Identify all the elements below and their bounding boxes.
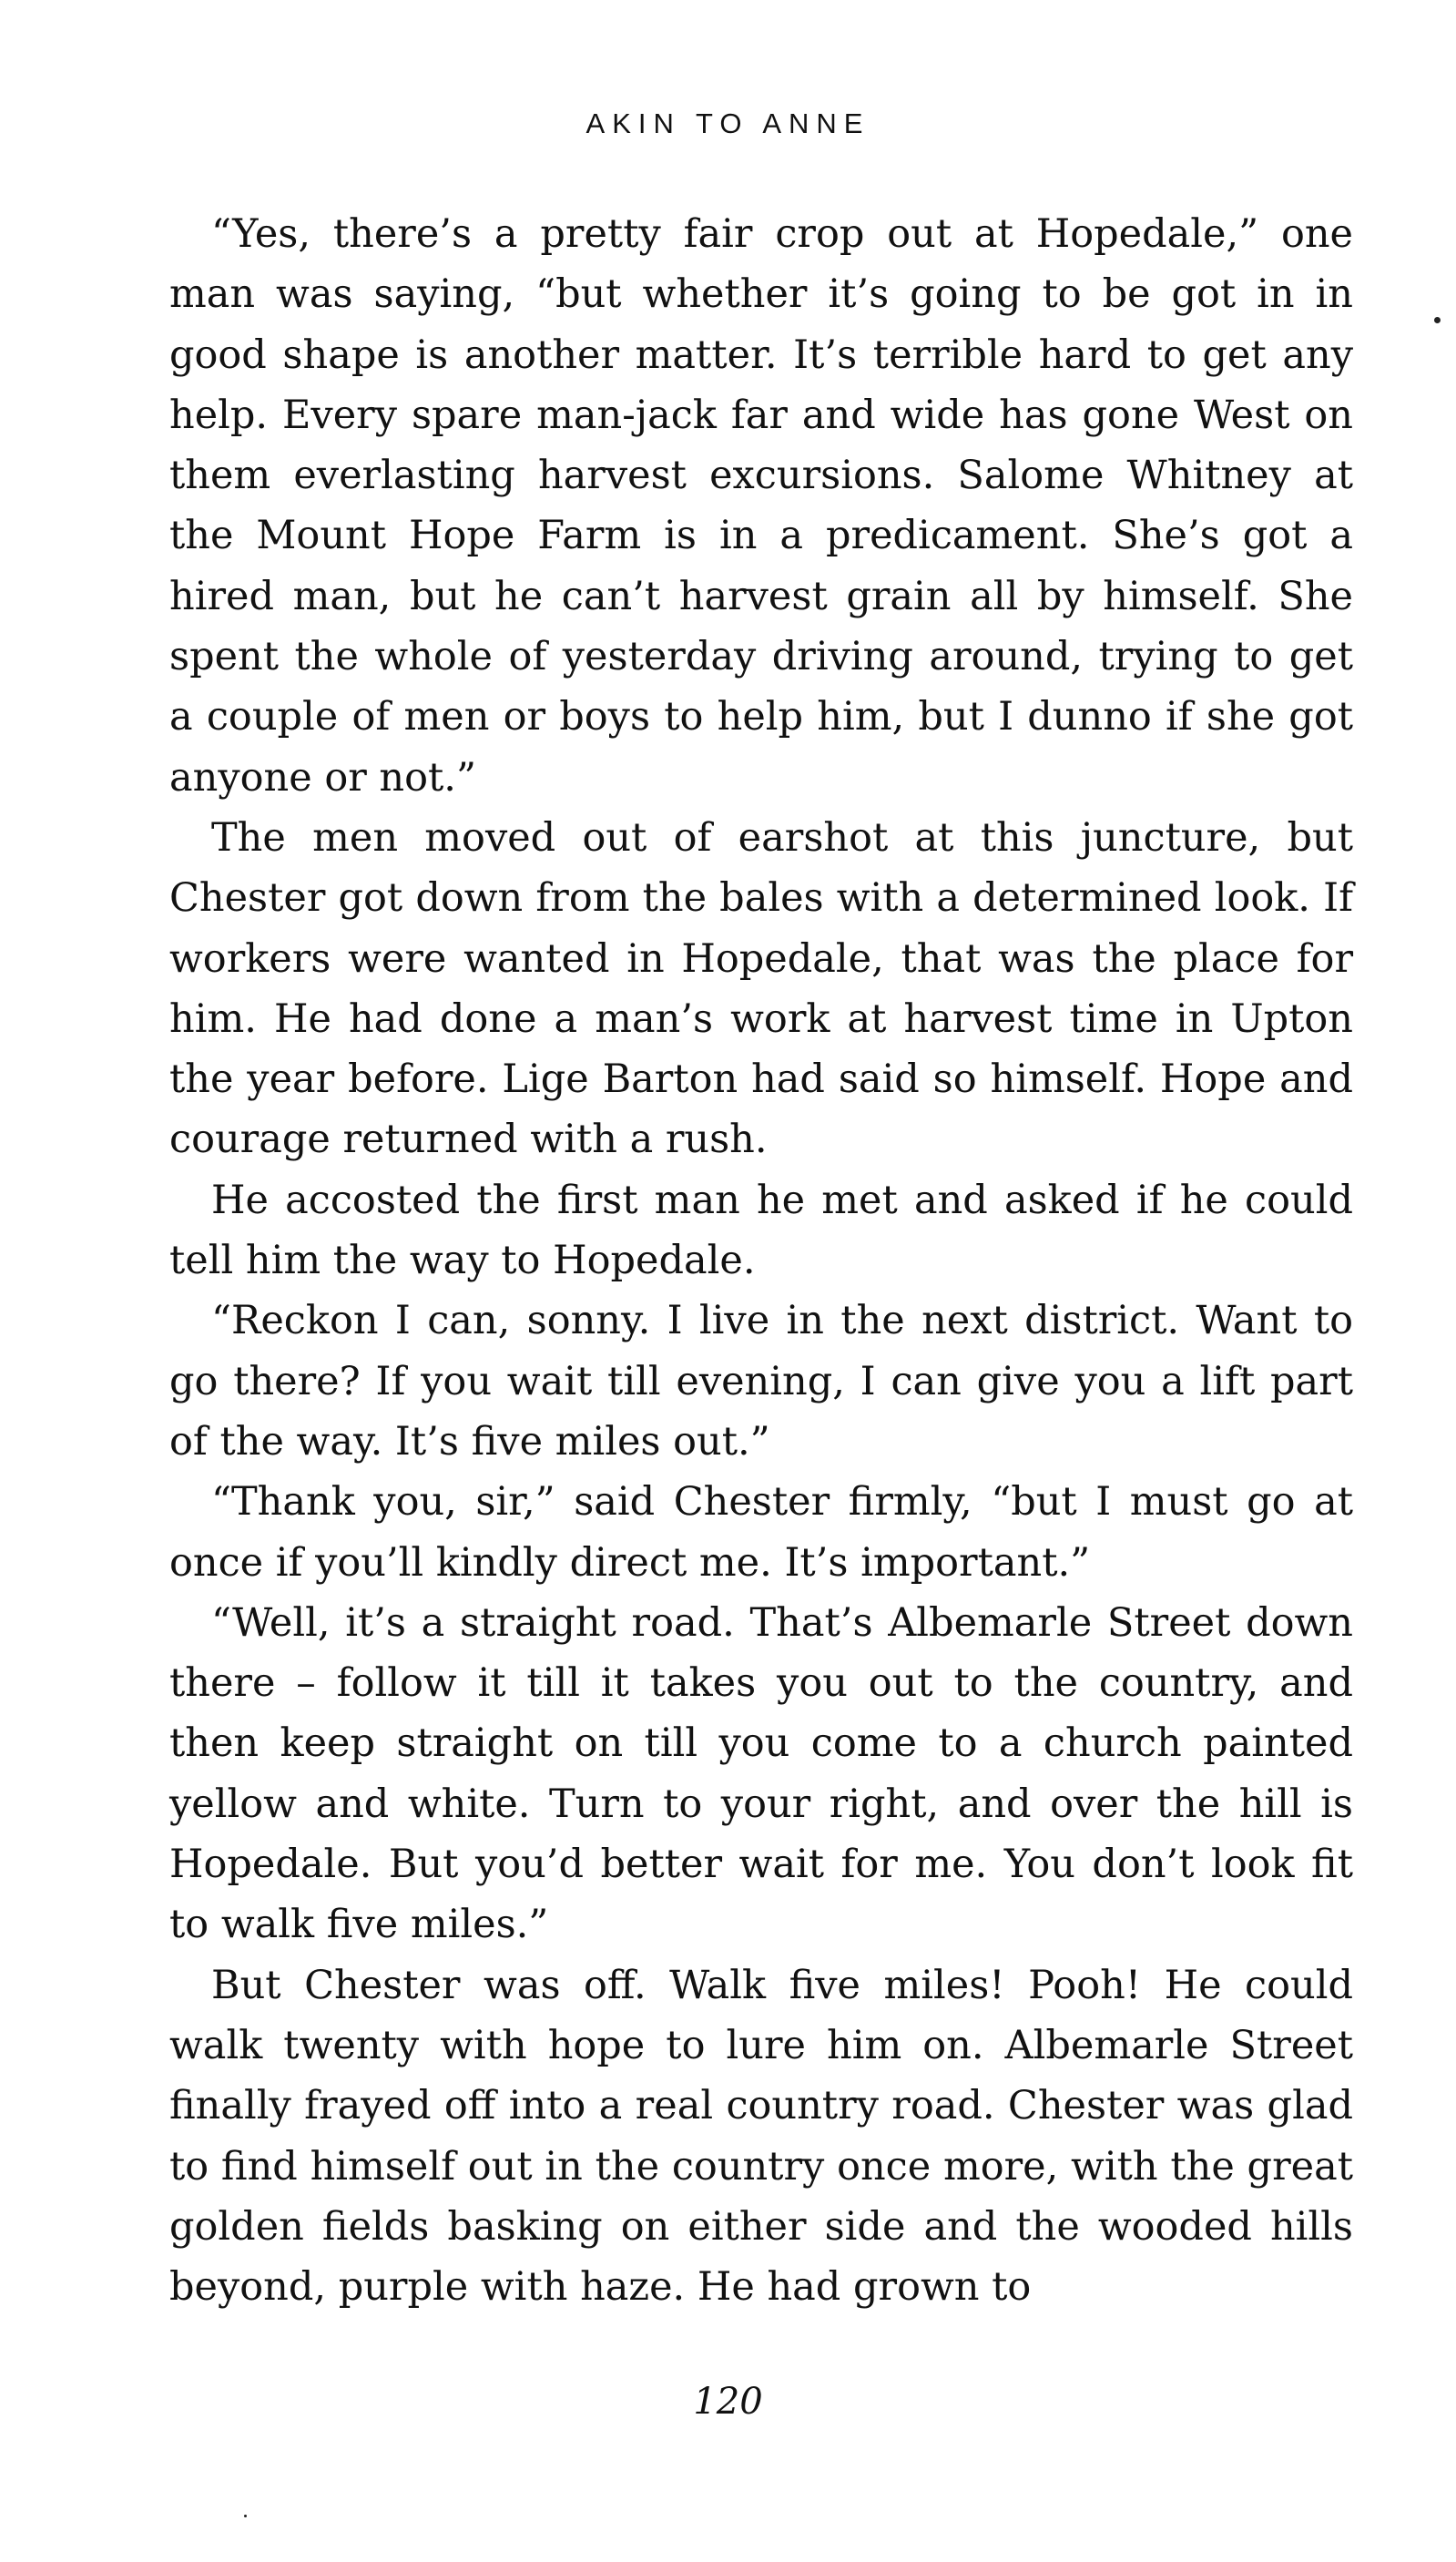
paragraph: He accosted the first man he met and asked if he could tell him the way to Hopedale. — [169, 1177, 1353, 1284]
paragraph: “Thank you, sir,” said Chester firmly, “but I must go at once if you’ll kindly direct me. It’s important.” — [169, 1479, 1353, 1586]
paragraph: The men moved out of earshot at this juncture, but Chester got down from the bales with a determined look. If workers were wanted in Hopedale, that was the place for him. He had done a man’s work at harvest time in Upton the year before. Lige Barton had said so himself. Hope and courage returned with a rush. — [169, 814, 1353, 1163]
body-text — [169, 204, 1353, 2317]
page-number: 120 — [693, 2381, 763, 2423]
paragraph: “Reckon I can, sonny. I live in the next district. Want to go there? If you wait till evening, I can give you a lift part of the way. It’s five miles out.” — [169, 1298, 1353, 1465]
paragraph: But Chester was off. Walk five miles! Pooh! He could walk twenty with hope to lure him on. Albemarle Street finally frayed off into a real country road. Chester was glad to find himself out in the country once more, with the great golden fields basking on either side and the wooded hills beyond, purple with haze. He had grown to — [169, 1962, 1353, 2311]
paragraph: “Well, it’s a straight road. That’s Albemarle Street down there – follow it till it takes you out to the country, and then keep straight on till you come to a church painted yellow and white. Turn to your right, and over the hill is Hopedale. But you’d better wait for me. You don’t look fit to walk five miles.” — [169, 1599, 1353, 1948]
running-head: AKIN TO ANNE — [585, 107, 871, 139]
scan-speck — [244, 2515, 247, 2517]
scan-speck — [1434, 317, 1441, 323]
paragraph: “Yes, there’s a pretty fair crop out at Hopedale,” one man was saying, “but whether it’s going to be got in in good shape is another matter. It’s terrible hard to get any help. Every spare man-jack far and wide has gone West on them everlasting harvest excursions. Salome Whitney at the Mount Hope Farm is in a predicament. She’s got a hired man, but he can’t harvest grain all by himself. She spent the whole of yesterday driving around, trying to get a couple of men or boys to help him, but I dunno if she got anyone or not.” — [169, 211, 1353, 801]
